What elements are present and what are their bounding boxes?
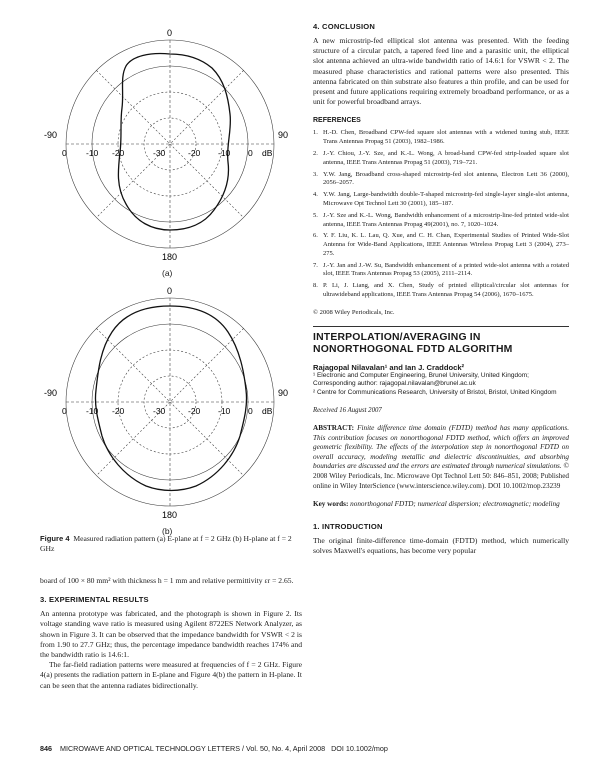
figure-caption-text: Measured radiation pattern (a) E-plane at f = 2 GHz (b) H-plane at f = 2 GHz (40, 534, 292, 553)
radial-tick: -30 (153, 406, 166, 416)
angle-label-right: 90 (278, 130, 289, 140)
copyright: © 2008 Wiley Periodicals, Inc. (313, 308, 395, 316)
reference-item (313, 171, 569, 188)
radial-tick: 0 (248, 406, 253, 416)
angle-label-top: 0 (167, 28, 173, 38)
article-title: INTERPOLATION/AVERAGING IN NONORTHOGONAL FDTD ALGORITHM (313, 331, 513, 356)
paragraph: The far-field radiation patterns were measured at frequencies of f = 2 GHz. Figure 4(a) presents the radiation pattern in E-plane and Figure 4(b) the pattern in H-plane. It can be seen that the antenna radiates bidirectionally. (40, 660, 302, 690)
reference-item (313, 150, 569, 167)
radial-tick: -10 (218, 406, 231, 416)
section-heading: 3. EXPERIMENTAL RESULTS (40, 595, 149, 605)
angle-label-bottom: 180 (162, 510, 178, 520)
right-column (313, 22, 569, 556)
reference-text: P. Li, J. Liang, and X. Chen, Study of printed elliptical/circular slot antennas for ultrawideband applications, IEEE Trans Antennas Propag 54 (2006), 1670–1675. (323, 282, 569, 298)
reference-number: 6. (313, 232, 318, 240)
reference-list (313, 129, 569, 299)
reference-text: Y. F. Liu, K. L. Lau, Q. Xue, and C. H. Chan, Experimental Studies of Printed Wide-Slot Antenna for Wide-Band Applications, IEEE Antennas Wireless Propag Lett 3 (2004), 273–275. (323, 232, 569, 257)
reference-item (313, 191, 569, 208)
reference-text: J.-Y. Chiou, J.-Y. Sze, and K.-L. Wong, A broad-band CPW-fed strip-loaded square slot antenna, IEEE Trans Antennas Propag 51 (2003), 719–721. (323, 150, 569, 166)
reference-text: H.-D. Chen, Broadband CPW-fed square slot antennas with a widened tuning stub, IEEE Trans Antennas Propag 51 (2003), 1982–1986. (323, 129, 569, 146)
radial-tick: -30 (153, 148, 166, 158)
paragraph: An antenna prototype was fabricated, and the photograph is shown in Figure 2. Its voltage standing wave ratio is measured using Agilent 8722ES Network Analyzer, as shown in Figure 3. It can be observed that the impedance bandwidth for VSWR < 2 is from 1.90 to 27.7 GHz; thus, the percentage impedance bandwidth reaches 174% and the bandwidth ratio is 14.6:1. (40, 609, 302, 660)
figure-sublabel-b: (b) (162, 526, 173, 536)
reference-text: Y.W. Jang, Broadband cross-shaped microstrip-fed slot antenna, Electron Lett 36 (2000), 2056–2057. (323, 170, 569, 187)
reference-item (313, 232, 569, 258)
references-heading: REFERENCES (313, 117, 361, 125)
reference-item (313, 262, 569, 279)
figure-caption (40, 534, 302, 554)
reference-number: 4. (313, 191, 318, 199)
db-unit-label: dB (262, 148, 273, 158)
radial-tick: -10 (218, 148, 231, 158)
divider (313, 326, 569, 327)
polar-plot-e-plane (40, 22, 302, 262)
section-heading: 1. INTRODUCTION (313, 521, 383, 531)
footer-doi: DOI 10.1002/mop (331, 744, 388, 753)
figure-caption-label: Figure 4 (40, 534, 70, 543)
reference-number: 7. (313, 261, 318, 269)
angle-label-bottom: 180 (162, 252, 178, 262)
polar-plot-h-plane (40, 280, 302, 520)
journal-info: MICROWAVE AND OPTICAL TECHNOLOGY LETTERS / Vol. 50, No. 4, April 2008 (60, 744, 326, 753)
authors: Rajagopal Nilavalan¹ and Ian J. Craddock² (313, 362, 465, 372)
paragraph: A new microstrip-fed elliptical slot antenna was presented. With the feeding structure of a circular patch, a tapered feed line and a parasitic unit, the elliptical slot antenna achieved an ultra-wide bandwidth ratio of 14.6:1 for VSWR < 2. The measured phase characteristics and rational patterns were also presented. This antenna fabricated on thin substrate also features a thin profile, and can be used for present and future applications requiring extremely broadband performance, or as a unit for powerful broadband arrays. (313, 36, 569, 107)
left-column (40, 22, 302, 691)
abstract-label: ABSTRACT: (313, 424, 355, 433)
reference-number: 2. (313, 150, 318, 158)
reference-number: 5. (313, 211, 318, 219)
angle-label-right: 90 (278, 388, 289, 398)
figure-sublabel-a: (a) (162, 268, 173, 278)
figure-4 (40, 22, 302, 536)
reference-item (313, 282, 569, 299)
paragraph: The original finite-difference time-domain (FDTD) method, which numerically solves Maxwell's equations, has become very popular (313, 535, 569, 556)
radial-tick: 0 (62, 148, 67, 158)
reference-text: J.-Y. Jan and J.-W. Su, Bandwidth enhancement of a printed wide-slot antenna with a rotated slot, IEEE Trans Antennas Propag 53 (2005), 2111–2114. (323, 261, 569, 278)
affiliation: ¹ Electronic and Computer Engineering, Brunel University, United Kingdom; Corresponding author: rajagopal.nilavalan@brunel.ac.uk (313, 371, 529, 388)
affiliation: ² Centre for Communications Research, University of Bristol, Bristol, United Kingdom (313, 388, 557, 396)
radial-tick: 0 (62, 406, 67, 416)
received-date: Received 16 August 2007 (313, 407, 382, 415)
radial-tick: -20 (112, 148, 125, 158)
radial-tick: -20 (188, 148, 201, 158)
reference-item (313, 129, 569, 146)
angle-label-left: -90 (44, 130, 58, 140)
radial-tick: -20 (112, 406, 125, 416)
reference-item (313, 212, 569, 229)
reference-number: 3. (313, 170, 318, 178)
radial-tick: -10 (86, 148, 99, 158)
radial-tick: -10 (86, 406, 99, 416)
reference-text: J.-Y. Sze and K.-L. Wong, Bandwidth enhancement of a microstrip-line-fed printed wide-slot antenna, IEEE Trans Antennas Propag 49(2001), no. 7, 1020–1024. (323, 211, 569, 228)
angle-label-left: -90 (44, 388, 58, 398)
section-heading: 4. CONCLUSION (313, 22, 376, 31)
keywords (313, 500, 569, 510)
paragraph: board of 100 × 80 mm² with thickness h = 1 mm and relative permittivity εr = 2.65. (40, 576, 294, 585)
radial-tick: -20 (188, 406, 201, 416)
reference-text: Y.W. Jang, Large-bandwidth double-T-shaped microstrip-fed single-layer single-slot antenna, Microwave Opt Technol Lett 30 (2001), 185–187. (323, 191, 569, 207)
reference-number: 8. (313, 282, 318, 290)
abstract-publication-info: © 2008 Wiley Periodicals, Inc. Microwave Opt Technol Lett 50: 846–851, 2008; Published online in Wiley InterScience (www.interscience.wiley.com). DOI 10.1002/mop.23239 (313, 462, 569, 490)
reference-number: 1. (313, 129, 318, 137)
angle-label-top: 0 (167, 286, 173, 296)
keywords-label: Key words: (313, 500, 349, 509)
keywords-text: nonorthogonal FDTD; numerical dispersion; electromagnetic; modeling (350, 500, 560, 509)
radial-tick: 0 (248, 148, 253, 158)
db-unit-label: dB (262, 406, 273, 416)
abstract (313, 424, 569, 491)
page-footer (40, 744, 570, 753)
page-number: 846 (40, 744, 52, 753)
abstract-text: Finite difference time domain (FDTD) method has many applications. This contribution focuses on nonorthogonal FDTD method, which offers an improved geometric flexibility. The effects of the interpolation step in nonorthogonal FDTD on overall accuracy, modeling metallic and dielectric discontinuities, and absorbing boundaries are discussed and the errors are estimated through numerical simulations. (313, 424, 569, 471)
